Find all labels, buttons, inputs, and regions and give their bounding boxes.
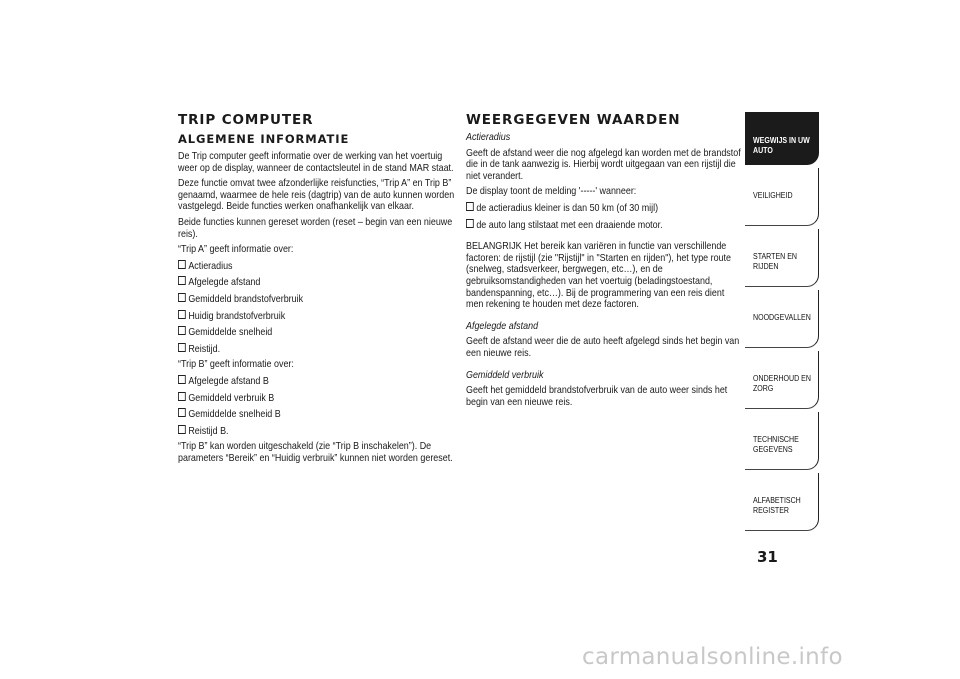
tab-onderhoud-en-zorg[interactable]: ONDERHOUD EN ZORG: [745, 351, 819, 409]
list-item: [466, 219, 741, 232]
range-conditions-list: [466, 202, 742, 231]
checkbox-bullet-icon: [466, 202, 474, 211]
subsection-title-distance: Afgelegde afstand: [466, 320, 539, 332]
page-number: 31: [757, 548, 778, 566]
tab-technische-gegevens[interactable]: TECHNISCHE GEGEVENS: [745, 412, 819, 470]
tab-alfabetisch-register[interactable]: ALFABETISCH REGISTER: [745, 473, 819, 531]
list-item: [178, 310, 455, 323]
section-title-displayed-values: WEERGEGEVEN WAARDEN: [466, 112, 681, 128]
list-item-text: Afgelegde afstand: [188, 277, 261, 289]
trip-a-list: [178, 260, 456, 356]
trip-b-intro: “Trip B” geeft informatie over:: [178, 359, 294, 371]
list-item: [466, 202, 741, 215]
checkbox-bullet-icon: [178, 260, 186, 269]
tab-noodgevallen[interactable]: NOODGEVALLEN: [745, 290, 819, 348]
subsection-title-range: Actieradius: [466, 132, 511, 143]
list-item-text: Gemiddelde snelheid B: [188, 409, 281, 421]
paragraph: De display toont de melding '-----' wanneer:: [466, 186, 637, 198]
list-item-text: Reistijd B.: [188, 425, 229, 437]
left-column: [178, 112, 456, 468]
paragraph: De Trip computer geeft informatie over de werking van het voertuig weer op de display, wanneer de contactsleutel in de stand MAR staat.: [178, 151, 454, 174]
list-item: [178, 276, 455, 289]
paragraph: Geeft de afstand weer die nog afgelegd kan worden met de brandstof die in de tank aanwezig is. Hierbij wordt uitgegaan van een rijstijl die niet verandert.: [466, 147, 741, 182]
list-item-text: de auto lang stilstaat met een draaiende motor.: [476, 219, 663, 231]
checkbox-bullet-icon: [178, 392, 186, 401]
checkbox-bullet-icon: [178, 276, 186, 285]
trip-a-intro: “Trip A” geeft informatie over:: [178, 244, 294, 256]
list-item-text: Reistijd.: [188, 343, 221, 355]
important-note: BELANGRIJK Het bereik kan variëren in functie van verschillende factoren: de rijstijl (zie "Rijstijl" in "Starten en rijden"), het type route (snelweg, stadsverkeer, bergwegen, etc…), en de gebruiksomstandigheden van het voertuig (beladingstoestand, bandenspanning, etc…). Bij de programmering van een reis dient men rekening te houden met deze factoren.: [466, 241, 732, 311]
list-item-text: Afgelegde afstand B: [188, 375, 269, 387]
tab-starten-en-rijden[interactable]: STARTEN EN RIJDEN: [745, 229, 819, 287]
checkbox-bullet-icon: [178, 326, 186, 335]
tab-veiligheid[interactable]: VEILIGHEID: [745, 168, 819, 226]
checkbox-bullet-icon: [466, 219, 474, 228]
paragraph: Geeft de afstand weer die de auto heeft afgelegd sinds het begin van een nieuwe reis.: [466, 336, 740, 359]
paragraph: Beide functies kunnen gereset worden (reset – begin van een nieuwe reis).: [178, 216, 453, 240]
list-item-text: Gemiddelde snelheid: [188, 327, 273, 339]
checkbox-bullet-icon: [178, 425, 186, 434]
list-item: [178, 375, 455, 388]
checkbox-bullet-icon: [178, 293, 186, 302]
list-item-text: Gemiddeld brandstofverbruik: [188, 293, 304, 305]
list-item: [178, 392, 455, 405]
checkbox-bullet-icon: [178, 408, 186, 417]
list-item-text: Huidig brandstofverbruik: [188, 310, 286, 322]
checkbox-bullet-icon: [178, 375, 186, 384]
trip-b-list: [178, 375, 456, 437]
paragraph: Deze functie omvat twee afzonderlijke reisfuncties, “Trip A” en Trip B” genaamd, waarmee de hele reis (dagtrip) van de auto kunnen worden vastgelegd. Beide functies werken onafhankelijk van elkaar.: [178, 178, 455, 213]
list-item-text: Gemiddeld verbruik B: [188, 392, 275, 404]
chapter-tabs: [745, 112, 819, 534]
list-item-text: de actieradius kleiner is dan 50 km (of 30 mijl): [476, 202, 659, 214]
list-item: [178, 425, 455, 438]
watermark: carmanualsonline.info: [582, 644, 843, 670]
list-item: [178, 326, 455, 339]
list-item-text: Actieradius: [188, 260, 233, 272]
paragraph: “Trip B” kan worden uitgeschakeld (zie “Trip B inschakelen”). De parameters “Bereik” en “Huidig verbruik” kunnen niet worden gereset.: [178, 441, 453, 464]
subsection-title-general-info: ALGEMENE INFORMATIE: [178, 132, 350, 146]
right-column: [466, 112, 742, 412]
list-item: [178, 343, 455, 356]
list-item: [178, 260, 455, 273]
section-title-trip-computer: TRIP COMPUTER: [178, 112, 314, 128]
checkbox-bullet-icon: [178, 310, 186, 319]
list-item: [178, 293, 455, 306]
checkbox-bullet-icon: [178, 343, 186, 352]
list-item: [178, 408, 455, 421]
subsection-title-avg-consumption: Gemiddeld verbruik: [466, 369, 544, 381]
paragraph: Geeft het gemiddeld brandstofverbruik van de auto weer sinds het begin van een nieuwe reis.: [466, 385, 728, 408]
tab-wegwijs[interactable]: WEGWIJS IN UW AUTO: [745, 112, 819, 165]
